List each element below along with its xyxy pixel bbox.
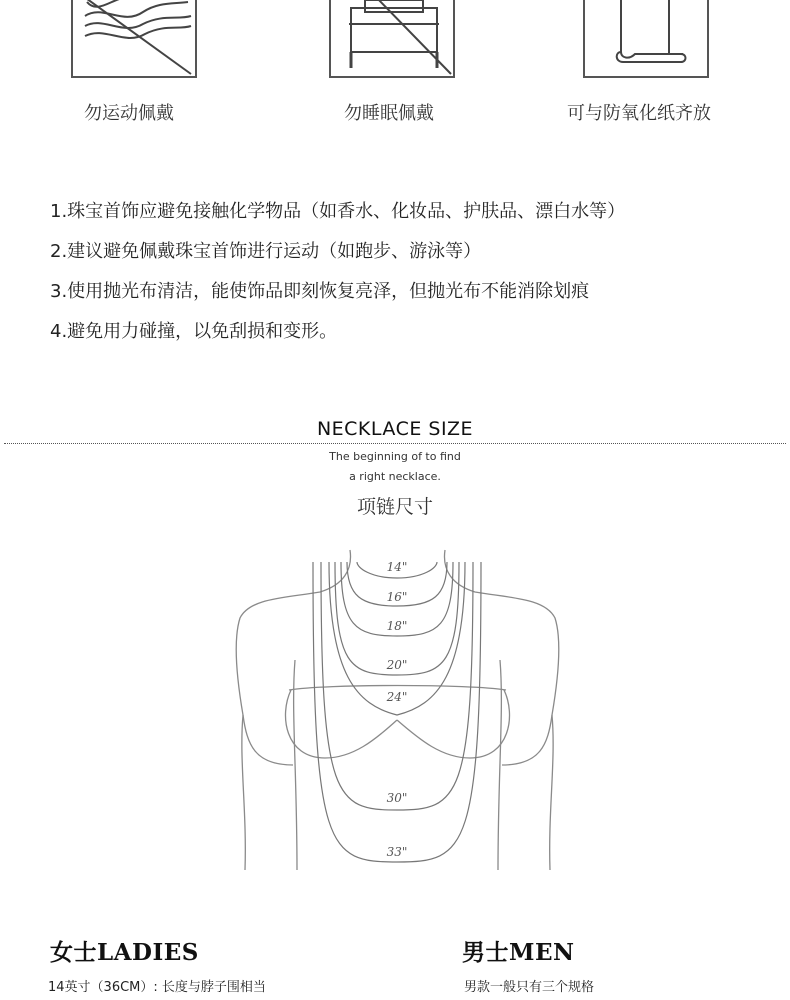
- necklace-length-label: 24": [386, 690, 408, 704]
- care-tip: 2.建议避免佩戴珠宝首饰进行运动（如跑步、游泳等）: [50, 241, 482, 262]
- ladies-line-1: 14英寸（36CM）: 长度与脖子围相当: [48, 980, 266, 995]
- necklace-length-label: 16": [386, 590, 408, 604]
- no-exercise-icon: [71, 0, 197, 78]
- no-exercise-caption: 勿运动佩戴: [84, 103, 174, 124]
- necklace-length-figure: [225, 540, 570, 875]
- anti-oxidation-paper-icon: [583, 0, 709, 78]
- ladies-heading: 女士LADIES: [50, 939, 199, 966]
- necklace-length-label: 33": [386, 845, 408, 859]
- care-tip: 3.使用抛光布清洁，能使饰品即刻恢复亮泽，但抛光布不能消除划痕: [50, 281, 590, 302]
- necklace-length-label: 18": [386, 619, 408, 633]
- necklace-size-subtitle-2: a right necklace.: [349, 470, 441, 483]
- dotted-divider: [4, 443, 786, 444]
- anti-oxidation-caption: 可与防氧化纸齐放: [567, 103, 711, 124]
- care-tip: 1.珠宝首饰应避免接触化学物品（如香水、化妆品、护肤品、漂白水等）: [50, 201, 626, 222]
- necklace-size-title-cn: 项链尺寸: [356, 496, 433, 518]
- necklace-strand-7: [313, 562, 481, 862]
- men-heading: 男士MEN: [462, 939, 575, 966]
- no-sleep-icon: [329, 0, 455, 78]
- necklace-length-label: 14": [386, 560, 408, 574]
- men-line-1: 男款一般只有三个规格: [464, 980, 595, 995]
- necklace-size-subtitle-1: The beginning of to find: [329, 450, 461, 463]
- necklace-length-label: 30": [386, 791, 408, 805]
- no-sleep-caption: 勿睡眠佩戴: [344, 103, 434, 124]
- necklace-size-title: NECKLACE SIZE: [316, 418, 474, 440]
- care-tip: 4.避免用力碰撞，以免刮损和变形。: [50, 321, 338, 342]
- care-tips-list: [50, 199, 625, 359]
- necklace-length-label: 20": [386, 658, 408, 672]
